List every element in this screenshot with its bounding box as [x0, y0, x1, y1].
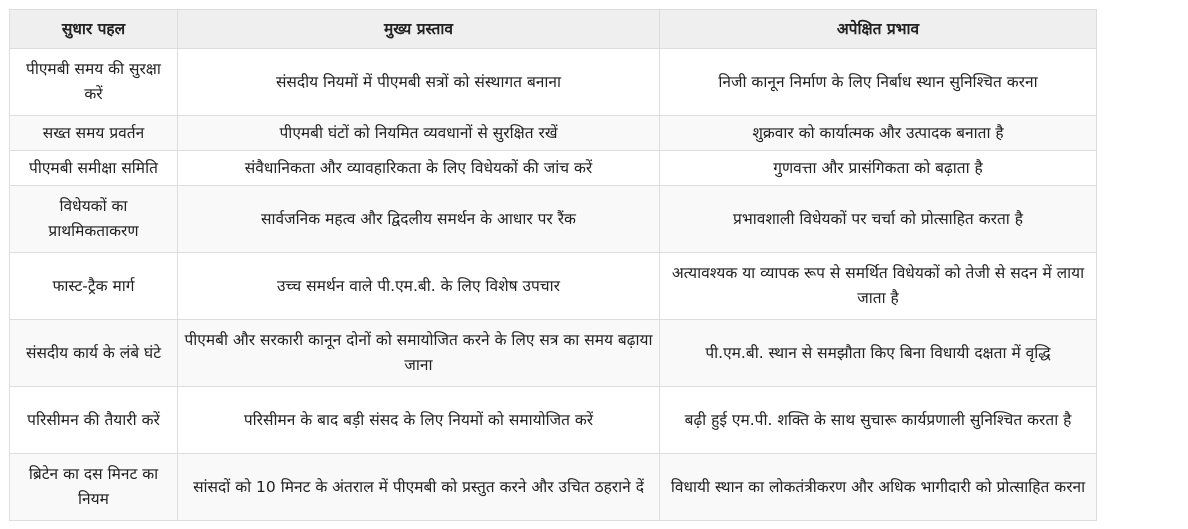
cell-expected-impact: निजी कानून निर्माण के लिए निर्बाध स्थान सुनिश्चित करना: [660, 49, 1097, 116]
cell-reform-initiative: पीएमबी समीक्षा समिति: [10, 151, 178, 186]
cell-expected-impact: बढ़ी हुई एम.पी. शक्ति के साथ सुचारू कार्यप्रणाली सुनिश्चित करता है: [660, 387, 1097, 454]
cell-reform-initiative: विधेयकों का प्राथमिकताकरण: [10, 186, 178, 253]
cell-reform-initiative: ब्रिटेन का दस मिनट का नियम: [10, 454, 178, 521]
cell-expected-impact: विधायी स्थान का लोकतंत्रीकरण और अधिक भागीदारी को प्रोत्साहित करना: [660, 454, 1097, 521]
cell-expected-impact: शुक्रवार को कार्यात्मक और उत्पादक बनाता है: [660, 116, 1097, 151]
cell-main-proposal: संवैधानिकता और व्यावहारिकता के लिए विधेयकों की जांच करें: [178, 151, 660, 186]
cell-reform-initiative: पीएमबी समय की सुरक्षा करें: [10, 49, 178, 116]
header-expected-impact: अपेक्षित प्रभाव: [660, 10, 1097, 49]
cell-expected-impact: पी.एम.बी. स्थान से समझौता किए बिना विधायी दक्षता में वृद्धि: [660, 320, 1097, 387]
cell-main-proposal: उच्च समर्थन वाले पी.एम.बी. के लिए विशेष उपचार: [178, 253, 660, 320]
table-row: [10, 186, 1097, 253]
cell-main-proposal: परिसीमन के बाद बड़ी संसद के लिए नियमों को समायोजित करें: [178, 387, 660, 454]
table-row: [10, 116, 1097, 151]
reform-table: [9, 9, 1097, 521]
table-row: [10, 253, 1097, 320]
cell-reform-initiative: परिसीमन की तैयारी करें: [10, 387, 178, 454]
header-reform-initiative: सुधार पहल: [10, 10, 178, 49]
header-main-proposal: मुख्य प्रस्ताव: [178, 10, 660, 49]
cell-expected-impact: गुणवत्ता और प्रासंगिकता को बढ़ाता है: [660, 151, 1097, 186]
cell-main-proposal: पीएमबी घंटों को नियमित व्यवधानों से सुरक्षित रखें: [178, 116, 660, 151]
table-row: [10, 320, 1097, 387]
cell-main-proposal: संसदीय नियमों में पीएमबी सत्रों को संस्थागत बनाना: [178, 49, 660, 116]
table-row: [10, 454, 1097, 521]
header-row: [10, 10, 1097, 49]
cell-reform-initiative: सख्त समय प्रवर्तन: [10, 116, 178, 151]
table-row: [10, 387, 1097, 454]
table-row: [10, 151, 1097, 186]
table-row: [10, 49, 1097, 116]
cell-main-proposal: पीएमबी और सरकारी कानून दोनों को समायोजित करने के लिए सत्र का समय बढ़ाया जाना: [178, 320, 660, 387]
cell-expected-impact: प्रभावशाली विधेयकों पर चर्चा को प्रोत्साहित करता है: [660, 186, 1097, 253]
cell-reform-initiative: फास्ट-ट्रैक मार्ग: [10, 253, 178, 320]
cell-main-proposal: सांसदों को 10 मिनट के अंतराल में पीएमबी को प्रस्तुत करने और उचित ठहराने दें: [178, 454, 660, 521]
cell-reform-initiative: संसदीय कार्य के लंबे घंटे: [10, 320, 178, 387]
cell-expected-impact: अत्यावश्यक या व्यापक रूप से समर्थित विधेयकों को तेजी से सदन में लाया जाता है: [660, 253, 1097, 320]
cell-main-proposal: सार्वजनिक महत्व और द्विदलीय समर्थन के आधार पर रैंक: [178, 186, 660, 253]
